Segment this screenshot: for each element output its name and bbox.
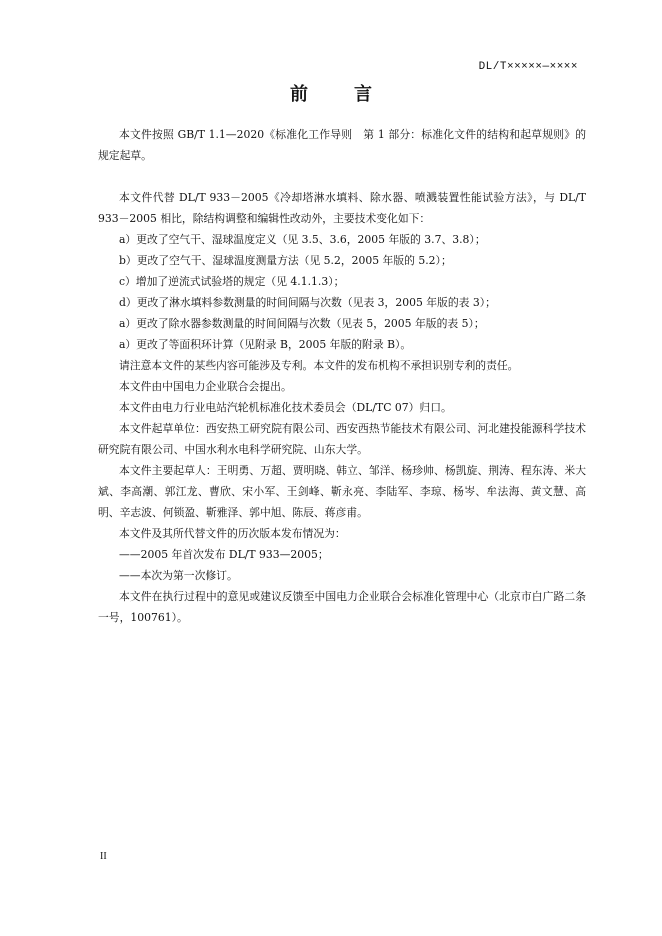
change-item: a）更改了等面积环计算（见附录 B，2005 年版的附录 B）。 — [119, 338, 412, 351]
paragraph-proposer: 本文件由中国电力企业联合会提出。 — [119, 380, 292, 393]
change-item: b）更改了空气干、湿球温度测量方法（见 5.2，2005 年版的 5.2）； — [119, 254, 452, 267]
paragraph-replacement: 本文件代替 DL/T 933－2005《冷却塔淋水填料、除水器、喷溅装置性能试验方法》，与 DL/T 933－2005 相比，除结构调整和编辑性改动外，主要技术变化如下： — [98, 191, 586, 225]
change-item: c）增加了逆流式试验塔的规定（见 4.1.1.3）； — [119, 275, 345, 288]
change-item: a）更改了空气干、湿球温度定义（见 3.5、3.6，2005 年版的 3.7、3.8）； — [119, 233, 486, 246]
foreword-body — [98, 124, 586, 628]
paragraph-history-intro: 本文件及其所代替文件的历次版本发布情况为： — [119, 527, 346, 540]
paragraph-drafting-rules: 本文件按照 GB/T 1.1—2020《标准化工作导则 第 1 部分：标准化文件的结构和起草规则》的规定起草。 — [98, 128, 586, 162]
paragraph-feedback: 本文件在执行过程中的意见或建议反馈至中国电力企业联合会标准化管理中心（北京市白广路二条一号，100761）。 — [98, 590, 586, 624]
document-code: DL/T×××××—×××× — [478, 61, 578, 73]
paragraph-drafting-units: 本文件起草单位：西安热工研究院有限公司、西安西热节能技术有限公司、河北建投能源科学技术研究院有限公司、中国水利水电科学研究院、山东大学。 — [98, 422, 586, 456]
change-item: a）更改了除水器参数测量的时间间隔与次数（见表 5，2005 年版的表 5）； — [119, 317, 485, 330]
page-number: II — [100, 851, 107, 862]
page-title: 前 言 — [290, 84, 386, 105]
paragraph-patent-notice: 请注意本文件的某些内容可能涉及专利。本文件的发布机构不承担识别专利的责任。 — [119, 359, 519, 372]
history-item: ——本次为第一次修订。 — [119, 569, 238, 582]
paragraph-committee: 本文件由电力行业电站汽轮机标准化技术委员会（DL/TC 07）归口。 — [119, 401, 452, 414]
history-item: ——2005 年首次发布 DL/T 933—2005； — [119, 548, 329, 561]
paragraph-drafters: 本文件主要起草人：王明勇、万超、贾明晓、韩立、邹洋、杨珍帅、杨凯旋、荆涛、程东涛、米大斌、李高潮、郭江龙、曹欣、宋小军、王剑峰、靳永亮、李陆军、李琼、杨岑、牟法海、黄文慧、高明、辛志波、何锁盈、靳雅泽、郭中旭、陈辰、蒋彦甫。 — [98, 464, 586, 519]
change-item: d）更改了淋水填料参数测量的时间间隔与次数（见表 3，2005 年版的表 3）； — [119, 296, 496, 309]
